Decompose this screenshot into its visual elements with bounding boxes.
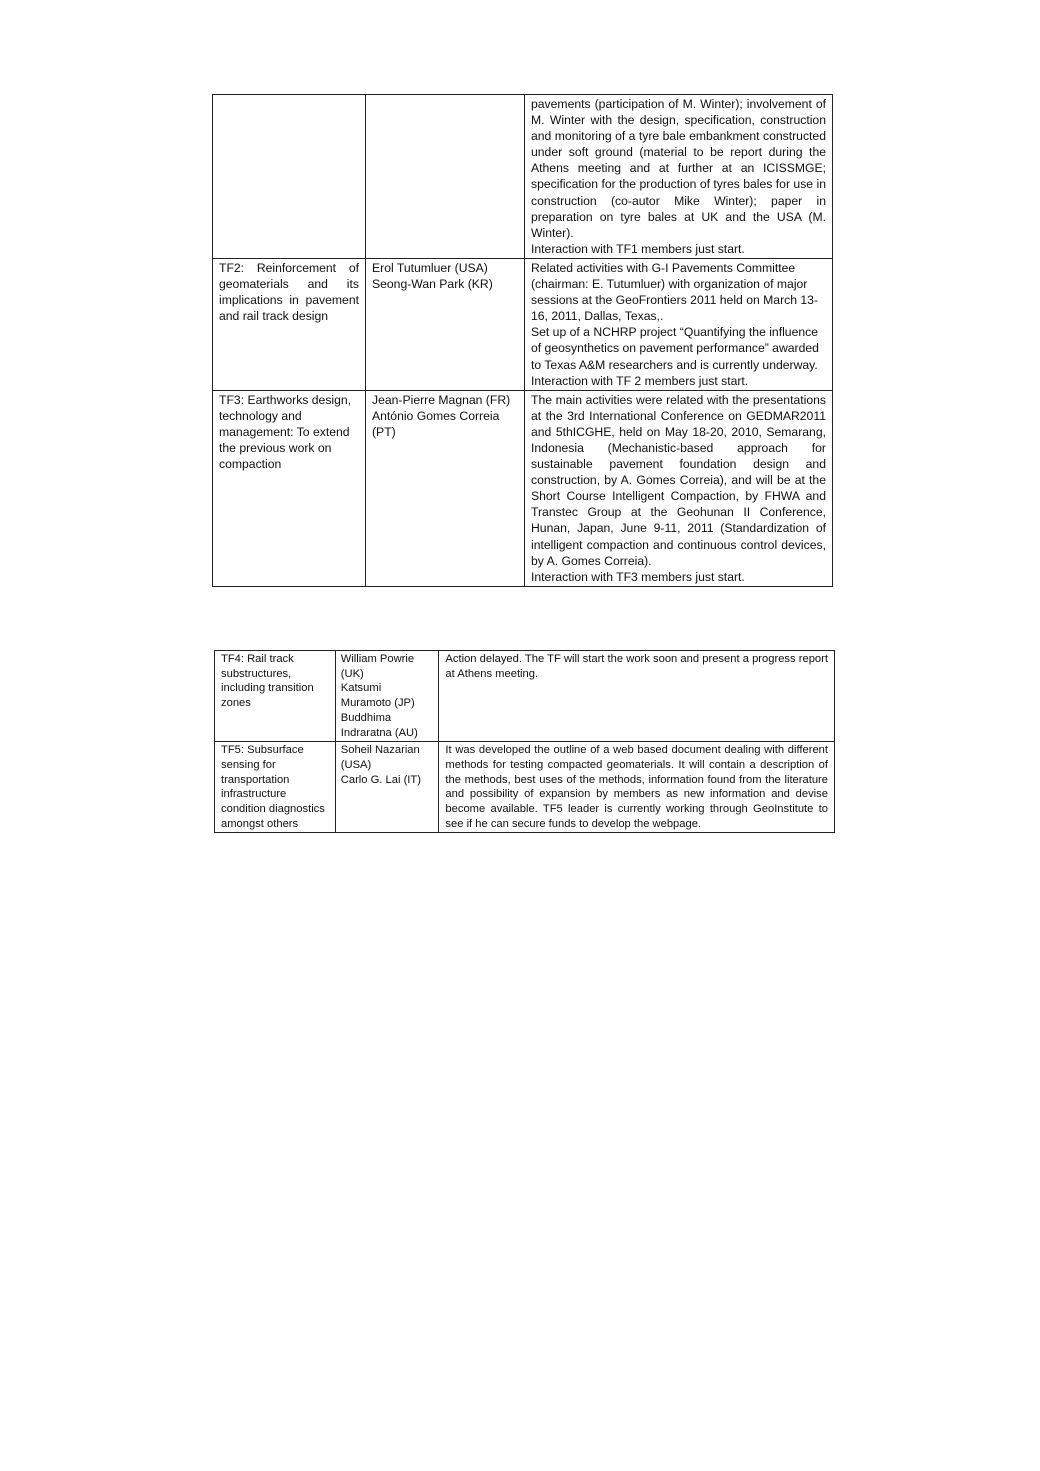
table-row bbox=[213, 95, 833, 259]
table-row bbox=[213, 258, 833, 390]
task-force-cell bbox=[213, 95, 366, 259]
task-force-cell: TF2: Reinforcement of geomaterials and its implications in pavement and rail track design bbox=[213, 258, 366, 390]
interaction-note: Interaction with TF3 members just start. bbox=[531, 569, 745, 584]
members-cell: Erol Tutumluer (USA) Seong-Wan Park (KR) bbox=[366, 258, 525, 390]
activities-cell bbox=[525, 258, 833, 390]
task-force-cell: TF3: Earthworks design, technology and management: To extend the previous work on compaction bbox=[213, 390, 366, 586]
table-row bbox=[215, 742, 835, 833]
interaction-note: Interaction with TF1 members just start. bbox=[531, 241, 745, 256]
task-force-table-bottom bbox=[214, 650, 835, 833]
activities-cell: Action delayed. The TF will start the work soon and present a progress report at Athens meeting. bbox=[439, 651, 835, 742]
activities-text: Related activities with G-I Pavements Committee (chairman: E. Tutumluer) with organization of major sessions at the GeoFrontiers 2011 held on March 13-16, 2011, Dallas, Texas,. Set up of a NCHRP project “Quantifying the influence of geosynthetics on pavement performance” awarded to Texas A&M researchers and is currently underway. bbox=[531, 260, 819, 372]
members-cell: Soheil Nazarian (USA) Carlo G. Lai (IT) bbox=[335, 742, 439, 833]
activities-text: pavements (participation of M. Winter); involvement of M. Winter with the design, specification, construction and monitoring of a tyre bale embankment constructed under soft ground (material to be report during the Athens meeting and at further at an ICISSMGE; specification for the production of tyres bales for use in construction (co-autor Mike Winter); paper in preparation on tyre bales at UK and the USA (M. Winter). bbox=[531, 97, 826, 240]
activities-text: The main activities were related with the presentations at the 3rd International Conference on GEDMAR2011 and 5thICGHE, held on May 18-20, 2010, Semarang, Indonesia (Mechanistic-based approach for sustainable pavement foundation design and construction, by A. Gomes Correia), and will be at the Short Course Intelligent Compaction, by FHWA and Transtec Group at the Geohunan II Conference, Hunan, Japan, June 9-11, 2011 (Standardization of intelligent compaction and continuous control devices, by A. Gomes Correia). bbox=[531, 392, 826, 568]
table-row bbox=[215, 651, 835, 742]
members-cell: Jean-Pierre Magnan (FR) António Gomes Correia (PT) bbox=[366, 390, 525, 586]
task-force-cell: TF5: Subsurface sensing for transportation infrastructure condition diagnostics amongst others bbox=[215, 742, 336, 833]
members-cell bbox=[366, 95, 525, 259]
activities-cell bbox=[525, 95, 833, 259]
task-force-cell: TF4: Rail track substructures, including transition zones bbox=[215, 651, 336, 742]
members-cell: William Powrie (UK) Katsumi Muramoto (JP) Buddhima Indraratna (AU) bbox=[335, 651, 439, 742]
table-row bbox=[213, 390, 833, 586]
activities-cell: It was developed the outline of a web based document dealing with different methods for testing compacted geomaterials. It will contain a description of the methods, best uses of the methods, information found from the literature and possibility of expansion by members as new information and devise become available. TF5 leader is currently working through GeoInstitute to see if he can secure funds to develop the webpage. bbox=[439, 742, 835, 833]
interaction-note: Interaction with TF 2 members just start. bbox=[531, 373, 749, 388]
activities-cell bbox=[525, 390, 833, 586]
task-force-table-top bbox=[212, 94, 833, 587]
